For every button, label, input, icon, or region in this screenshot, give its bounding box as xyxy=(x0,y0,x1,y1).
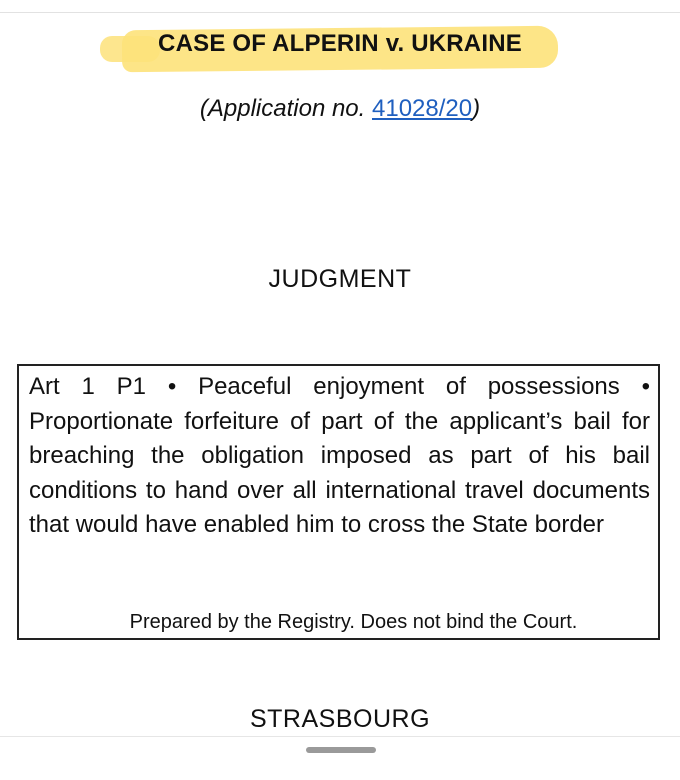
place-heading: STRASBOURG xyxy=(249,705,431,733)
registry-note: Prepared by the Registry. Does not bind the Court. xyxy=(129,611,578,633)
case-title[interactable]: CASE OF ALPERIN v. UKRAINE xyxy=(158,30,522,57)
title-block xyxy=(0,24,680,74)
application-suffix: ) xyxy=(472,95,481,122)
keywords-text: Art 1 P1 • Peaceful enjoyment of possessions • Proportionate forfeiture of part of the applicant’s bail for breaching the obligation imposed as part of his bail conditions to hand over all international travel documents that would have enabled him to cross the State border xyxy=(29,373,650,538)
keywords-box xyxy=(17,364,660,640)
application-prefix: (Application no. xyxy=(199,95,372,122)
home-indicator[interactable] xyxy=(306,747,376,753)
bottom-divider xyxy=(0,736,680,737)
application-number-link[interactable]: 41028/20 xyxy=(372,95,473,122)
top-divider xyxy=(0,12,680,13)
judgment-heading: JUDGMENT xyxy=(268,265,412,293)
application-line xyxy=(0,95,680,123)
